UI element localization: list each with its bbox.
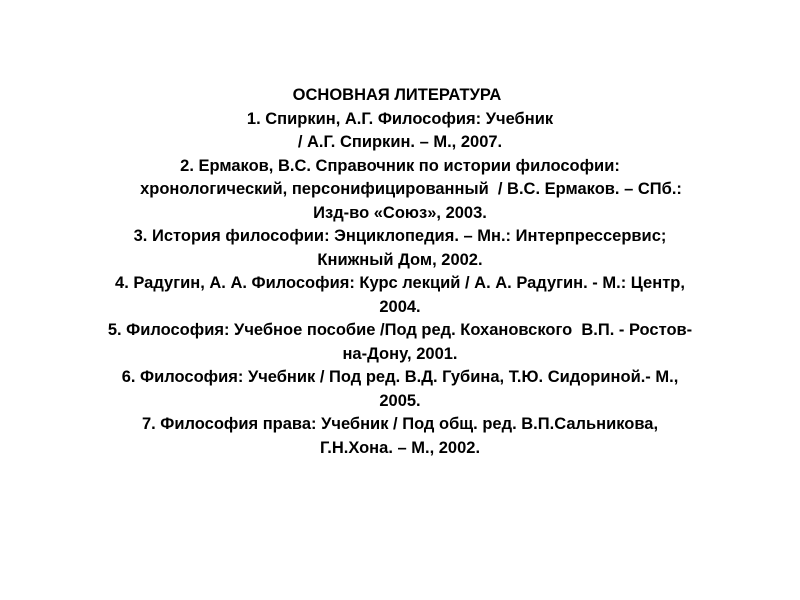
reference-6-line-1: 6. Философия: Учебник / Под ред. В.Д. Губина, Т.Ю. Сидориной.- М., xyxy=(121,368,679,386)
reference-3-line-2: Книжный Дом, 2002. xyxy=(317,250,483,269)
reference-7-line-1: 7. Философия права: Учебник / Под общ. ред. В.П.Сальникова, xyxy=(141,415,659,433)
reference-3-line-1: 3. История философии: Энциклопедия. – Мн.: Интерпрессервис; xyxy=(133,227,667,245)
literature-list xyxy=(20,84,780,460)
reference-5-line-2: на-Дону, 2001. xyxy=(342,344,458,363)
reference-4-line-1: 4. Радугин, А. А. Философия: Курс лекций / А. А. Радугин. - М.: Центр, xyxy=(115,274,685,292)
reference-7-line-2: Г.Н.Хона. – М., 2002. xyxy=(319,438,481,457)
reference-2-line-3: Изд-во «Союз», 2003. xyxy=(313,203,487,222)
reference-5-line-1: 5. Философия: Учебное пособие /Под ред. Кохановского В.П. - Ростов- xyxy=(107,321,693,339)
reference-1-line-1: 1. Спиркин, А.Г. Философия: Учебник xyxy=(246,109,554,128)
reference-4-line-2: 2004. xyxy=(379,297,421,316)
reference-1-line-2: / А.Г. Спиркин. – М., 2007. xyxy=(297,133,503,151)
reference-2-line-2: хронологический, персонифицированный / В.С. Ермаков. – СПб.: xyxy=(140,180,682,198)
reference-6-line-2: 2005. xyxy=(379,391,421,410)
page-title: ОСНОВНАЯ ЛИТЕРАТУРА xyxy=(292,86,502,104)
reference-2-line-1: 2. Ермаков, В.С. Справочник по истории философии: xyxy=(180,156,620,175)
